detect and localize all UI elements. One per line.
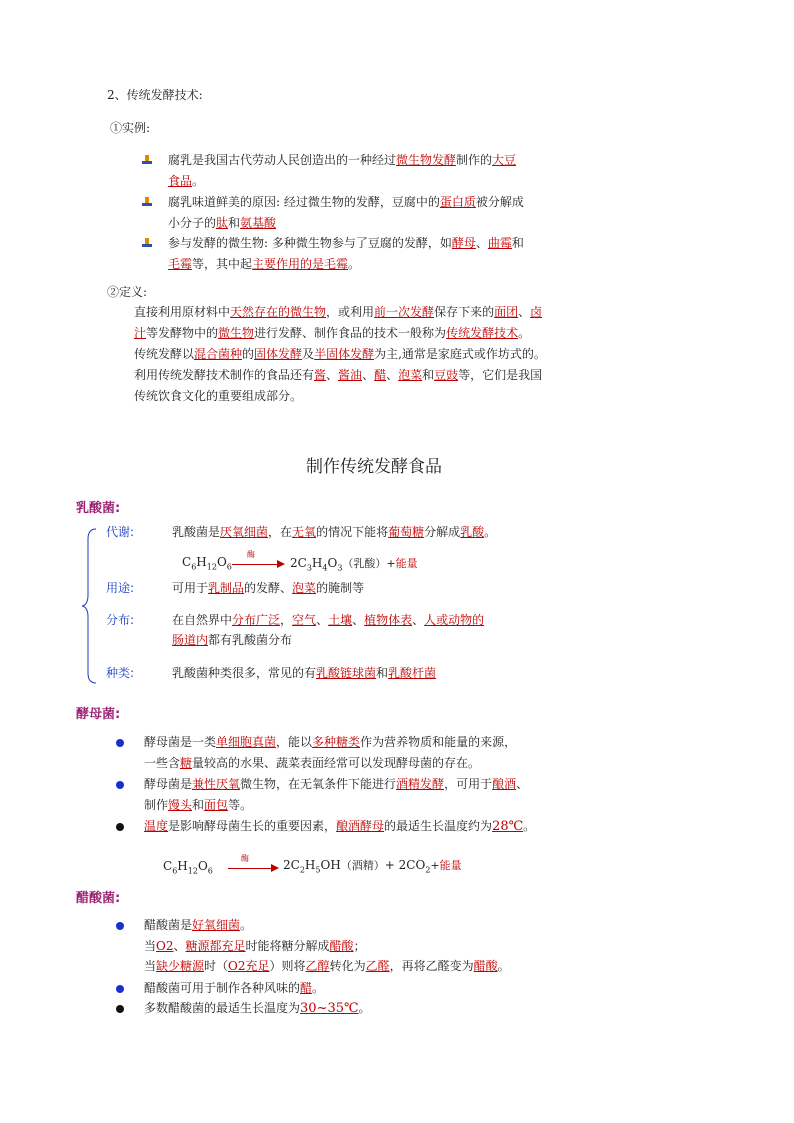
lactic-distribution-1: 在自然界中分布广泛，空气、土壤、植物体表、人或动物的 — [172, 613, 485, 627]
yeast-formula-left: $C_6H_{12}O_6$ — [163, 859, 213, 876]
yeast-bullet-3: 温度是影响酵母菌生长的重要因素，酿酒酵母的最适生长温度约为28℃。 — [144, 819, 536, 834]
yeast-bullet-2: 酵母菌是兼性厌氧微生物，在无氧条件下能进行酒精发酵，可用于酿酒、 — [144, 777, 529, 791]
acetic-bullet-2: 醋酸菌可用于制作各种风味的醋。 — [144, 981, 325, 995]
arrow-bullet-icon — [142, 197, 152, 207]
lactic-heading: 乳酸菌: — [76, 501, 121, 516]
yeast-bullet-1-cont: 一些含糖量较高的水果、蔬菜表面经常可以发现酵母菌的存在。 — [144, 756, 481, 770]
example-bullet-3: 参与发酵的微生物: 多种微生物参与了豆腐的发酵，如酵母、曲霉和 — [168, 236, 524, 250]
lactic-use: 可用于乳制品的发酵、泡菜的腌制等 — [172, 581, 365, 595]
acetic-bullet-1-line3: 当缺少糖源时（O2充足）则将乙醇转化为乙醛，再将乙醛变为醋酸。 — [144, 959, 510, 973]
yeast-bullet-2-cont: 制作馒头和面包等。 — [144, 798, 253, 812]
example-bullet-2: 腐乳味道鲜美的原因: 经过微生物的发酵，豆腐中的蛋白质被分解成 — [168, 195, 524, 209]
yeast-bullet-1: 酵母菌是一类单细胞真菌，能以多种糖类作为营养物质和能量的来源， — [144, 735, 517, 749]
label-metabolism: 代谢: — [106, 525, 135, 539]
bullet-dot-icon — [116, 922, 124, 930]
bullet-dot-icon — [116, 985, 124, 993]
definition-line-3: 传统发酵以混合菌种的固体发酵及半固体发酵为主,通常是家庭式或作坊式的。 — [134, 347, 546, 361]
example-bullet-3-cont: 毛霉等，其中起主要作用的是毛霉。 — [168, 257, 361, 271]
acetic-bullet-3: 多数醋酸菌的最适生长温度为30~35℃。 — [144, 1001, 371, 1016]
bullet-dot-icon — [116, 1005, 124, 1013]
example-bullet-2-cont: 小分子的肽和氨基酸 — [168, 216, 277, 230]
arrow-bullet-icon — [142, 238, 152, 248]
definition-line-4: 利用传统发酵技术制作的食品还有酱、酱油、醋、泡菜和豆豉等，它们是我国 — [134, 368, 543, 382]
arrowhead-icon — [271, 864, 279, 872]
yeast-formula-right: $2C_2H_5OH$（酒精）+ $2CO_2+$能量 — [283, 858, 462, 875]
bullet-dot-icon — [116, 823, 124, 831]
label-kind: 种类: — [106, 666, 135, 680]
example-bullet-1: 腐乳是我国古代劳动人民创造出的一种经过微生物发酵制作的大豆 — [168, 153, 517, 167]
definition-line-1: 直接利用原材料中天然存在的微生物，或利用前一次发酵保存下来的面团、卤 — [134, 305, 543, 319]
arrowhead-icon — [277, 560, 285, 568]
lactic-formula-right: $2C_3H_4O_3$（乳酸）+能量 — [290, 556, 418, 573]
page-title: 制作传统发酵食品 — [306, 457, 442, 477]
definition-line-5: 传统饮食文化的重要组成部分。 — [134, 389, 303, 403]
yeast-heading: 酵母菌: — [76, 707, 121, 722]
lactic-kind: 乳酸菌种类很多，常见的有乳酸链球菌和乳酸杆菌 — [172, 666, 437, 680]
label-use: 用途: — [106, 581, 135, 595]
label-distribution: 分布: — [106, 613, 135, 627]
lactic-metabolism: 乳酸菌是厌氧细菌，在无氧的情况下能将葡萄糖分解成乳酸。 — [172, 525, 497, 539]
definition-line-2: 汁等发酵物中的微生物进行发酵、制作食品的技术一般称为传统发酵技术。 — [134, 326, 531, 340]
acetic-bullet-1-line2: 当O2、糖源都充足时能将糖分解成醋酸； — [144, 939, 366, 953]
bullet-dot-icon — [116, 781, 124, 789]
section-title: 2、传统发酵技术: — [107, 88, 203, 102]
arrow-bullet-icon — [142, 155, 152, 165]
example-bullet-1-cont: 食品。 — [168, 174, 205, 188]
brace-icon — [80, 527, 98, 685]
lactic-distribution-2: 肠道内都有乳酸菌分布 — [172, 633, 293, 647]
enzyme-label: 酶 — [247, 550, 255, 559]
enzyme-label: 酶 — [241, 854, 249, 863]
reaction-arrow — [232, 564, 278, 565]
example-heading: ①实例: — [110, 121, 151, 135]
lactic-formula-left: $C_6H_{12}O_6$ — [182, 555, 232, 572]
definition-heading: ②定义: — [107, 285, 148, 299]
bullet-dot-icon — [116, 739, 124, 747]
acetic-bullet-1: 醋酸菌是好氧细菌。 — [144, 918, 253, 932]
reaction-arrow — [228, 868, 272, 869]
acetic-heading: 醋酸菌: — [76, 891, 121, 906]
